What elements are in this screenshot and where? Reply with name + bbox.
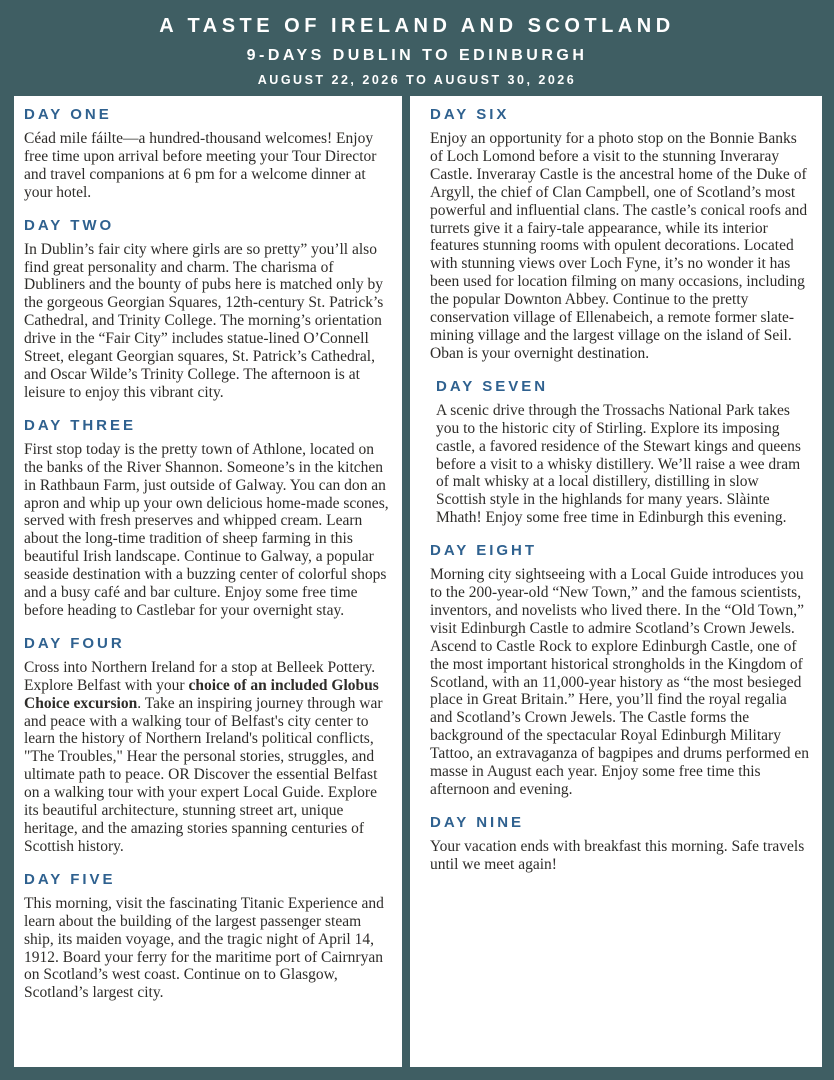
day-three-section [24, 417, 390, 620]
trip-dates: AUGUST 22, 2026 TO AUGUST 30, 2026 [257, 73, 577, 87]
day-six-heading: DAY SIX [430, 106, 510, 123]
day-three-text: First stop today is the pretty town of Athlone, located on the banks of the River Shannon. Someone’s in the kitchen in Rathbaun Farm, just outside of Galway. You can don an apron and whip up your own delicious home-made scones, served with fresh preserves and whipped cream. Learn about the long-time tradition of sheep farming in this beautiful Irish landscape. Continue to Galway, a popular seaside destination with a buzzing center of colorful shops and a busy café and bar culture. Enjoy some free time before heading to Castlebar for your overnight stay. [24, 440, 389, 619]
day-three-heading: DAY THREE [24, 416, 137, 434]
day-five-text: This morning, visit the fascinating Titanic Experience and learn about the building of the largest passenger steam ship, its maiden voyage, and the tragic night of April 14, 1912. Board your ferry for the maritime port of Cairnryan on Scotland’s west coast. Continue on to Glasgow, Scotland’s largest city. [24, 894, 384, 1002]
day-nine-section [430, 814, 812, 874]
day-seven-text: A scenic drive through the Trossachs National Park takes you to the historic city of Stirling. Explore its imposing castle, a favored residence of the Stewart kings and queens before a visit to a whisky distillery. We’ll raise a wee dram of malt whisky at a local distillery, distilling in slow Scottish style in the highlands for many years. Slàinte Mhath! Enjoy some free time in Edinburgh this evening. [436, 401, 801, 527]
day-one-text: Céad mile fáilte—a hundred-thousand welcomes! Enjoy free time upon arrival before meeting your Tour Director and travel companions at 6 pm for a welcome dinner at your hotel. [24, 130, 377, 201]
day-four-text-bold-excursion: choice of an included Globus Choice excursion [24, 676, 379, 712]
day-nine-heading: DAY NINE [430, 813, 525, 831]
right-column [410, 96, 822, 1067]
day-four-section [24, 635, 390, 856]
day-four-text [24, 659, 390, 856]
itinerary-header [0, 0, 834, 96]
day-eight-text: Morning city sightseeing with a Local Guide introduces you to the 200-year-old “New Town,” and the famous scientists, inventors, and novelists who lived there. In the “Old Town,” visit Edinburgh Castle to admire Scotland’s Crown Jewels. Ascend to Castle Rock to explore Edinburgh Castle, one of the most important historical strongholds in the Kingdom of Scotland, with an 11,000-year history as “the most besieged place in Great Britain.” Here, you’ll find the royal regalia and Scotland’s Crown Jewels. The Castle forms the background of the spectacular Royal Edinburgh Military Tattoo, an extravaganza of bagpipes and drums performed en masse in August each year. Enjoy some free time this afternoon and evening. [430, 566, 809, 798]
day-nine-text: Your vacation ends with breakfast this morning. Safe travels until we meet again! [430, 837, 805, 873]
day-six-section [430, 106, 812, 363]
page-subtitle: 9-DAYS DUBLIN TO EDINBURGH [246, 47, 588, 64]
day-two-section [24, 217, 390, 402]
day-four-text-start: Cross into Northern Ireland for a stop at Belleek Pottery. Explore Belfast with your [24, 658, 376, 694]
day-seven-section [430, 378, 812, 527]
day-seven-heading: DAY SEVEN [436, 377, 549, 395]
day-six-text: Enjoy an opportunity for a photo stop on the Bonnie Banks of Loch Lomond before a visit to the stunning Inveraray Castle. Inveraray Castle is the ancestral home of the Duke of Argyll, the chief of Clan Campbell, one of Scotland’s most powerful and influential clans. The castle’s conical roofs and turrets give it a fairy-tale appearance, while its interior features stunning rooms with opulent decorations. Located with stunning views over Loch Fyne, it’s no wonder it has been used for location filming on many occasions, including the popular Downton Abbey. Continue to the pretty conservation village of Ellenabeich, a remote former slate-mining village and the largest village on the island of Seil. Oban is your overnight destination. [430, 130, 808, 362]
day-eight-heading: DAY EIGHT [430, 542, 538, 560]
day-four-text-end: . Take an inspiring journey through war and peace with a walking tour of Belfast's city center to learn the history of Northern Ireland's political conflicts, "The Troubles," Hear the personal stories, struggles, and ultimate path to peace. OR Discover the essential Belfast on a walking tour with your expert Local Guide. Explore its beautiful architecture, stunning street art, unique heritage, and the amazing stories spanning centuries of Scottish history. [24, 694, 383, 855]
page-title: A TASTE OF IRELAND AND SCOTLAND [159, 15, 675, 37]
day-two-text: In Dublin’s fair city where girls are so pretty” you’ll also find great personality and charm. The charisma of Dubliners and the bounty of pubs here is matched only by the gorgeous Georgian Squares, 12th-century St. Patrick’s Cathedral, and Trinity College. The morning’s orientation drive in the “Fair City” includes statue-lined O’Connell Street, elegant Georgian squares, St. Patrick’s Cathedral, and Oscar Wilde’s Trinity College. The afternoon is at leisure to enjoy this vibrant city. [24, 240, 384, 401]
day-five-heading: DAY FIVE [24, 870, 116, 888]
left-column [14, 96, 402, 1067]
itinerary-body [14, 96, 822, 1067]
day-one-section [24, 106, 390, 202]
day-one-heading: DAY ONE [24, 106, 112, 123]
day-five-section [24, 871, 390, 1002]
day-eight-section [430, 542, 812, 799]
day-four-heading: DAY FOUR [24, 634, 125, 652]
day-two-heading: DAY TWO [24, 216, 115, 234]
